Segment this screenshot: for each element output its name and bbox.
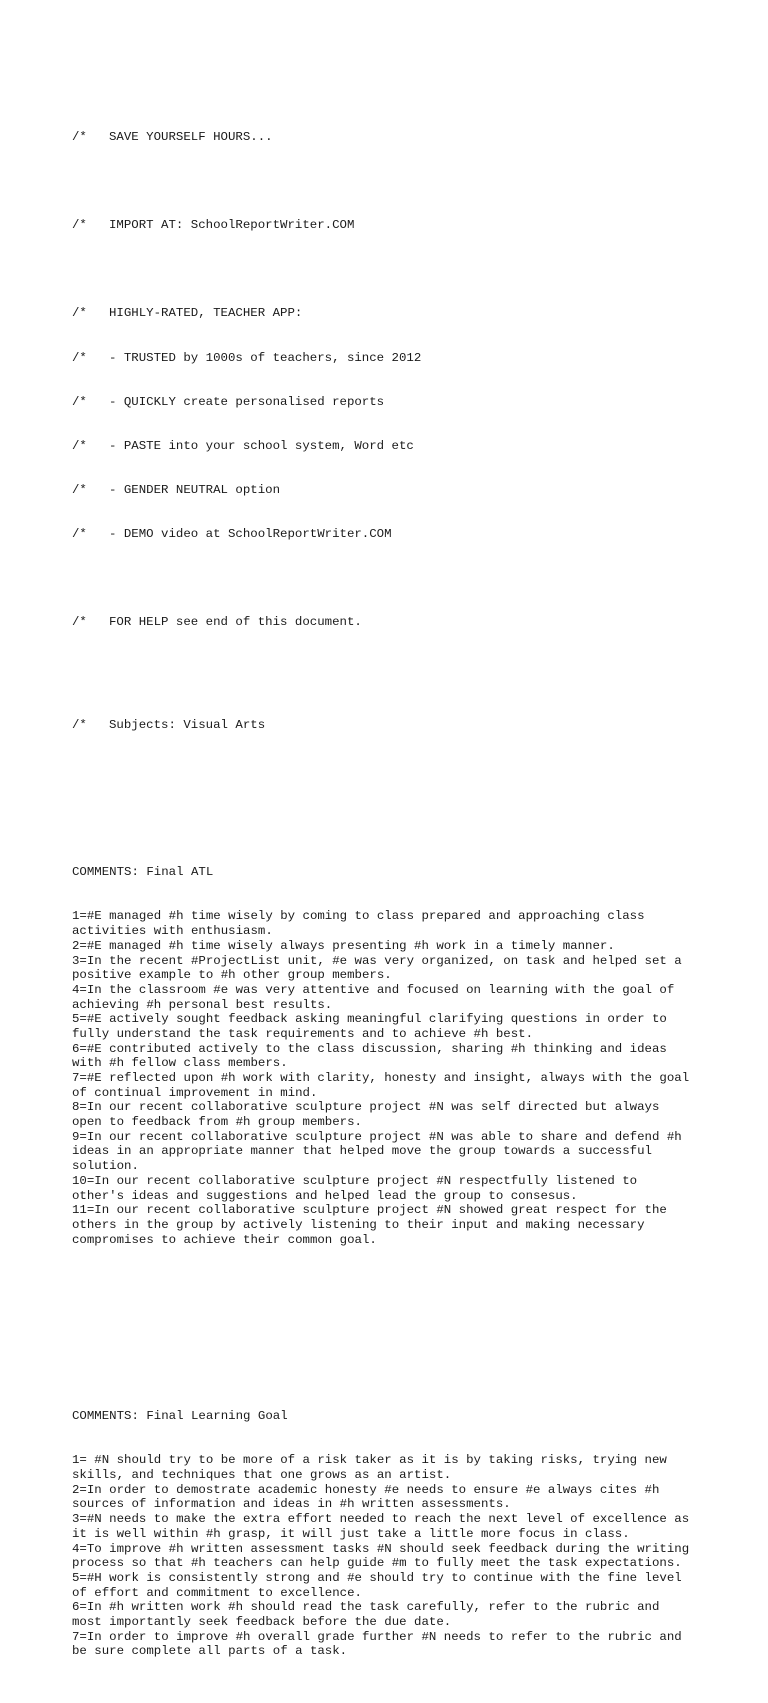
header-import-text: IMPORT AT: SchoolReportWriter.COM	[109, 218, 355, 233]
section-title: COMMENTS: Final ATL	[72, 865, 214, 880]
comment-line: ideas in an appropriate manner that helped move the group towards a successful	[72, 1144, 652, 1159]
header-feature-line	[72, 483, 752, 498]
comment-line: most importantly seek feedback before the due date.	[72, 1614, 452, 1629]
comment-line: open to feedback from #h group members.	[72, 1115, 362, 1130]
comment-line: skills, and techniques that one grows as an artist.	[72, 1468, 452, 1483]
header-feature-text: - GENDER NEUTRAL option	[109, 482, 281, 497]
header-highly-rated-line	[72, 306, 752, 321]
comment-line: sources of information and ideas in #h written assessments.	[72, 1497, 511, 1512]
comment-lines	[72, 1453, 752, 1659]
comments-section-learning-goal	[72, 1380, 752, 1689]
comment-line: 5=#H work is consistently strong and #e should try to continue with the fine level	[72, 1570, 682, 1585]
header-feature-line	[72, 439, 752, 454]
comment-line: 3=In the recent #ProjectList unit, #e was very organized, on task and helped set a	[72, 953, 682, 968]
comment-marker: /*	[72, 306, 87, 321]
comment-line: 2=In order to demostrate academic honesty #e needs to ensure #e always cites #h	[72, 1482, 660, 1497]
comment-line: fully understand the task requirements and to achieve #h best.	[72, 1026, 534, 1041]
comment-marker: /*	[72, 482, 87, 497]
comment-line: 2=#E managed #h time wisely always presenting #h work in a timely manner.	[72, 938, 615, 953]
header-subjects-text: Subjects: Visual Arts	[109, 718, 266, 733]
comment-marker: /*	[72, 394, 87, 409]
comment-line: it is well within #h grasp, it will just take a little more focus in class.	[72, 1526, 630, 1541]
header-feature-line	[72, 395, 752, 410]
header-feature-line	[72, 351, 752, 366]
comment-line: 1= #N should try to be more of a risk taker as it is by taking risks, trying new	[72, 1453, 667, 1468]
header-feature-text: - DEMO video at SchoolReportWriter.COM	[109, 526, 392, 541]
header-help-text: FOR HELP see end of this document.	[109, 614, 362, 629]
comment-line: other's ideas and suggestions and helped lead the group to consesus.	[72, 1188, 578, 1203]
comment-marker: /*	[72, 218, 87, 233]
comment-line: 5=#E actively sought feedback asking meaningful clarifying questions in order to	[72, 1012, 667, 1027]
header-subjects-line	[72, 718, 752, 733]
comments-section-atl	[72, 836, 752, 1277]
comment-line: 4=To improve #h written assessment tasks #N should seek feedback during the writing	[72, 1541, 690, 1556]
comment-marker: /*	[72, 718, 87, 733]
comment-marker: /*	[72, 350, 87, 365]
comment-line: compromises to achieve their common goal.	[72, 1232, 377, 1247]
comment-marker: /*	[72, 438, 87, 453]
comment-line: 1=#E managed #h time wisely by coming to class prepared and approaching class	[72, 909, 645, 924]
header-highly-rated-text: HIGHLY-RATED, TEACHER APP:	[109, 306, 303, 321]
comment-line: of effort and commitment to excellence.	[72, 1585, 362, 1600]
comment-line: 11=In our recent collaborative sculpture project #N showed great respect for the	[72, 1203, 667, 1218]
comment-line: 9=In our recent collaborative sculpture project #N was able to share and defend #h	[72, 1129, 682, 1144]
header-feature-text: - PASTE into your school system, Word etc	[109, 438, 414, 453]
comment-line: positive example to #h other group members.	[72, 968, 392, 983]
header-import-line	[72, 218, 752, 233]
comment-line: 3=#N needs to make the extra effort needed to reach the next level of excellence as	[72, 1512, 690, 1527]
header-feature-text: - QUICKLY create personalised reports	[109, 394, 385, 409]
comment-line: others in the group by actively listening to their input and making necessary	[72, 1217, 645, 1232]
comment-marker: /*	[72, 130, 87, 145]
comment-line: solution.	[72, 1159, 139, 1174]
comment-line: activities with enthusiasm.	[72, 924, 273, 939]
header-save-text: SAVE YOURSELF HOURS...	[109, 130, 273, 145]
header-feature-line	[72, 527, 752, 542]
header-help-line	[72, 615, 752, 630]
comment-line: achieving #h personal best results.	[72, 997, 333, 1012]
comment-line: 8=In our recent collaborative sculpture project #N was self directed but always	[72, 1100, 660, 1115]
comment-marker: /*	[72, 526, 87, 541]
comment-marker: /*	[72, 614, 87, 629]
comment-line: of continual improvement in mind.	[72, 1085, 318, 1100]
comment-line: 7=In order to improve #h overall grade further #N needs to refer to the rubric and	[72, 1629, 682, 1644]
comment-line: 4=In the classroom #e was very attentive and focused on learning with the goal of	[72, 982, 675, 997]
comment-line: 10=In our recent collaborative sculpture project #N respectfully listened to	[72, 1173, 638, 1188]
header-feature-text: - TRUSTED by 1000s of teachers, since 2012	[109, 350, 422, 365]
comment-line: 7=#E reflected upon #h work with clarity, honesty and insight, always with the goal	[72, 1071, 690, 1086]
comment-line: with #h fellow class members.	[72, 1056, 288, 1071]
comment-line: 6=#E contributed actively to the class discussion, sharing #h thinking and ideas	[72, 1041, 667, 1056]
comment-lines	[72, 909, 752, 1247]
comment-line: 6=In #h written work #h should read the task carefully, refer to the rubric and	[72, 1600, 660, 1615]
comment-line: be sure complete all parts of a task.	[72, 1644, 348, 1659]
section-title: COMMENTS: Final Learning Goal	[72, 1409, 288, 1424]
header-save-line	[72, 130, 752, 145]
comment-line: process so that #h teachers can help guide #m to fully meet the task expectations.	[72, 1556, 682, 1571]
document-body	[72, 101, 752, 1703]
